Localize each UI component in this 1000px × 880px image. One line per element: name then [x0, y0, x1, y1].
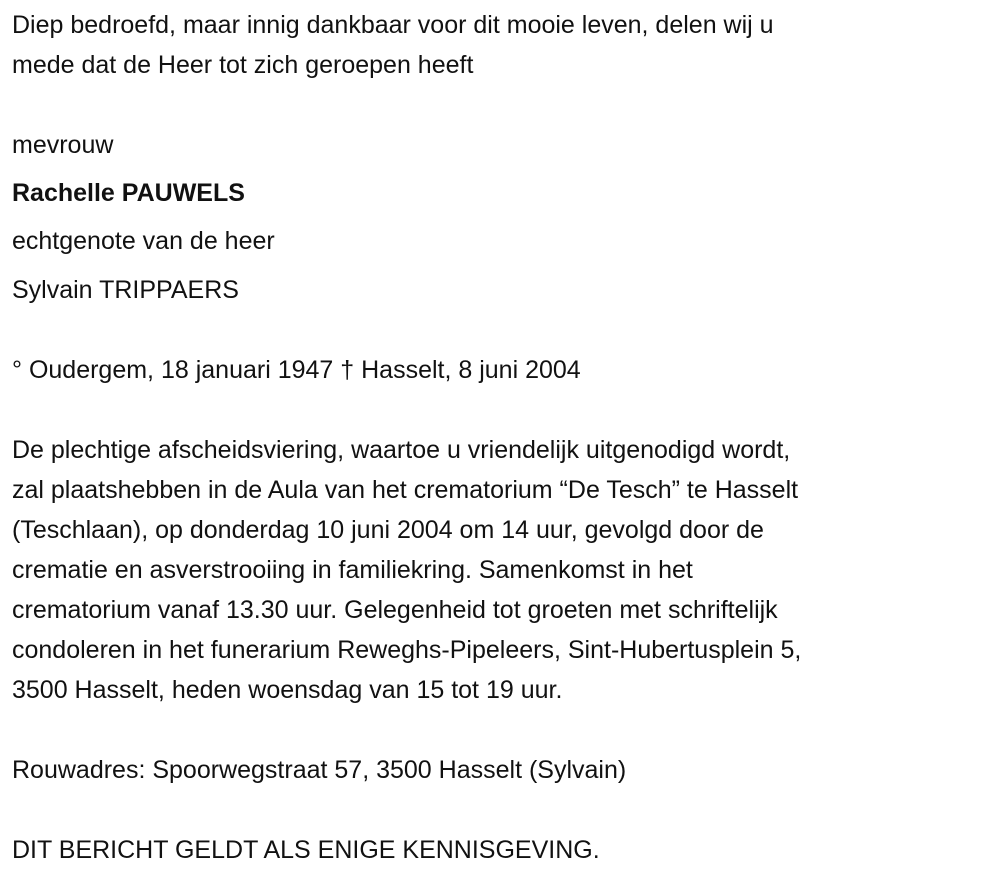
intro-line: Diep bedroefd, maar innig dankbaar voor dit mooie leven, delen wij u	[12, 11, 774, 39]
ceremony-line: De plechtige afscheidsviering, waartoe u vriendelijk uitgenodigd wordt,	[12, 436, 791, 464]
notice: DIT BERICHT GELDT ALS ENIGE KENNISGEVING.	[12, 836, 600, 864]
ceremony-line: condoleren in het funerarium Reweghs-Pipeleers, Sint-Hubertusplein 5,	[12, 636, 802, 664]
ceremony-line: crematie en asverstrooiing in familiekring. Samenkomst in het	[12, 556, 693, 584]
ceremony-line: zal plaatshebben in de Aula van het crematorium “De Tesch” te Hasselt	[12, 476, 799, 504]
deceased-name: Rachelle PAUWELS	[12, 179, 245, 207]
ceremony-line: (Teschlaan), op donderdag 10 juni 2004 om 14 uur, gevolgd door de	[12, 516, 764, 544]
ceremony-line: crematorium vanaf 13.30 uur. Gelegenheid tot groeten met schriftelijk	[12, 596, 778, 624]
birth-death-dates: ° Oudergem, 18 januari 1947 † Hasselt, 8 juni 2004	[12, 356, 581, 384]
mourning-address: Rouwadres: Spoorwegstraat 57, 3500 Hasselt (Sylvain)	[12, 756, 627, 784]
intro-line: mede dat de Heer tot zich geroepen heeft	[12, 51, 474, 79]
ceremony-line: 3500 Hasselt, heden woensdag van 15 tot 19 uur.	[12, 676, 563, 704]
relation: echtgenote van de heer	[12, 227, 275, 255]
spouse-name: Sylvain TRIPPAERS	[12, 276, 239, 304]
title: mevrouw	[12, 131, 114, 159]
